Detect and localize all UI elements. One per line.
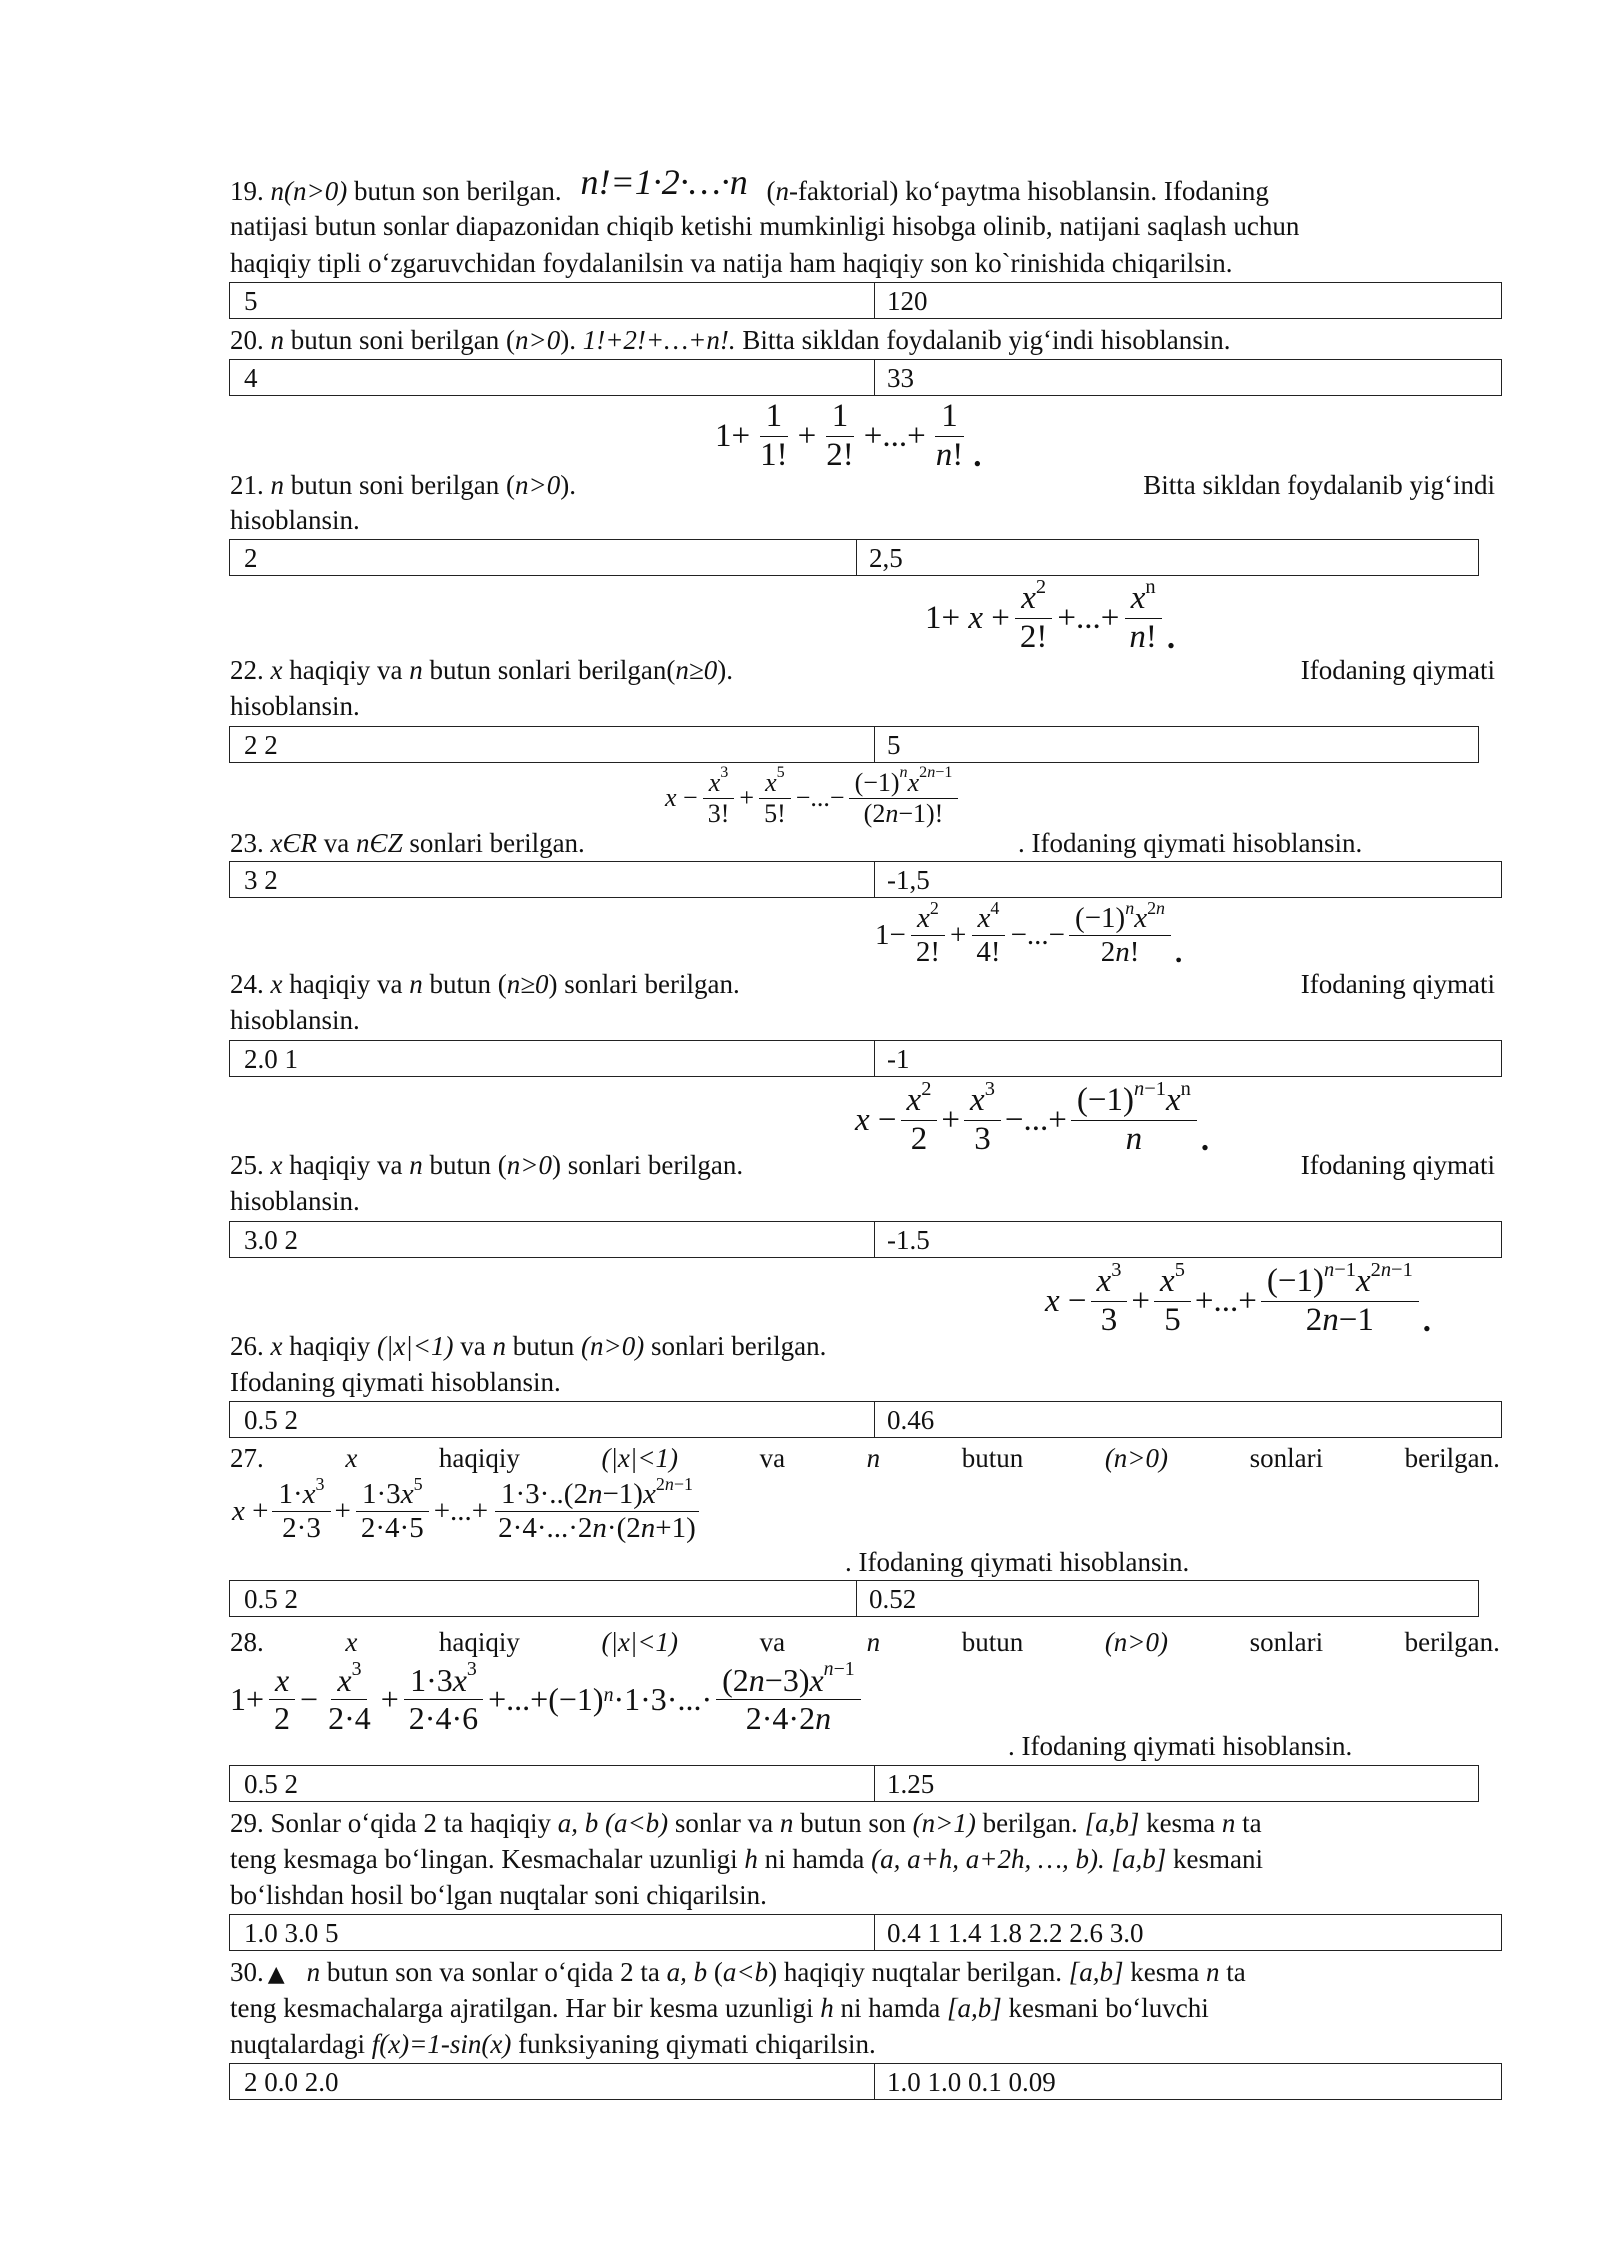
problem-22-line-2: hisoblansin. — [230, 691, 360, 721]
output-cell: -1.5 — [887, 1225, 930, 1255]
problem-21-line-2: hisoblansin. — [230, 505, 360, 535]
text: teng kesmaga bo‘lingan. Kesmachalar uzunligi — [230, 1844, 745, 1874]
vars: a, b — [666, 1957, 708, 1987]
var: n — [409, 1150, 423, 1180]
text: haqiqiy va — [282, 655, 410, 685]
problem-26-line-2: Ifodaning qiymati hisoblansin. — [230, 1367, 561, 1397]
text: ta — [1219, 1957, 1246, 1987]
formula-25: x − $\frac{x^2}{2}$ + $\frac{x^3}{3}$ −...+ $\frac{(-1)^{n-1}x^n}{n}$ . — [855, 1078, 1210, 1158]
condition: n≥0 — [506, 969, 549, 999]
var: n — [409, 969, 423, 999]
var: x — [345, 1627, 358, 1657]
problem-20-line-1 — [230, 322, 1500, 358]
formula-26: x − $\frac{x^3}{3}$ + $\frac{x^5}{5}$ +...+ $\frac{(-1)^{n-1}x^{2n-1}}{2n-1}$ . — [1045, 1259, 1432, 1339]
word: butun — [961, 1443, 1024, 1473]
input-cell: 3.0 2 — [230, 1222, 875, 1257]
problem-29-line-2 — [230, 1841, 1500, 1877]
condition: n>0 — [514, 325, 561, 355]
text: va — [453, 1331, 493, 1361]
output-cell: 120 — [887, 286, 928, 316]
text: butun soni berilgan ( — [284, 470, 515, 500]
output-cell: 0.46 — [887, 1405, 935, 1435]
problem-number: 30. — [230, 1957, 264, 1987]
problem-27-after: . Ifodaning qiymati hisoblansin. — [845, 1547, 1190, 1577]
text: butun ( — [422, 969, 507, 999]
input-cell: 3 2 — [230, 862, 875, 897]
word: haqiqiy — [438, 1443, 520, 1473]
problem-30-line-2 — [230, 1990, 1500, 2026]
condition: (n>0) — [1104, 1443, 1169, 1473]
condition: n(n>0) — [270, 176, 348, 206]
output-cell: 0.52 — [869, 1584, 917, 1614]
condition: xЄR — [270, 828, 318, 858]
output-cell: -1,5 — [887, 865, 930, 895]
problem-number: 25. — [230, 1150, 271, 1180]
input-cell: 0.5 2 — [230, 1581, 857, 1616]
text: ). — [560, 325, 583, 355]
problem-27-line-1 — [230, 1440, 1500, 1476]
text: butun — [506, 1331, 582, 1361]
var: n — [1221, 1808, 1236, 1838]
problem-19-line-2: natijasi butun sonlar diapazonidan chiqib ketishi mumkinligi hisobga olinib, natijani saqlash uchun — [230, 211, 1300, 241]
text: butun son berilgan. — [347, 176, 569, 206]
io-table-29 — [229, 1914, 1502, 1951]
problem-28-line-1 — [230, 1624, 1500, 1660]
formula-24: 1− $\frac{x^2}{2!}$ + $\frac{x^4}{4!}$ −...− $\frac{(-1)^nx^{2n}}{2n!}$ . — [875, 898, 1183, 969]
io-table-28 — [229, 1765, 1479, 1802]
condition: a<b — [722, 1957, 769, 1987]
input-cell: 0.5 2 — [230, 1402, 875, 1437]
text: ). — [560, 470, 576, 500]
problem-22-after: Ifodaning qiymati — [1300, 655, 1495, 685]
var: h — [820, 1993, 834, 2023]
formula-23: x − $\frac{x^3}{3!}$ + $\frac{x^5}{5!}$ −...− $\frac{(-1)^nx^{2n-1}}{(2n-1)!}$ — [665, 768, 962, 829]
io-table-26 — [229, 1401, 1502, 1438]
text: ) haqiqiy nuqtalar berilgan. — [768, 1957, 1069, 1987]
text: kesma — [1123, 1957, 1207, 1987]
text: Ifodaning qiymati hisoblansin. — [1021, 1731, 1353, 1761]
problem-number: 21. — [230, 470, 271, 500]
problem-28-after: . Ifodaning qiymati hisoblansin. — [1008, 1731, 1353, 1761]
var: x — [270, 1331, 283, 1361]
word: sonlari — [1249, 1443, 1324, 1473]
formula-22: 1+ x + $\frac{x^2}{2!}$ +...+ $\frac{x^n}{n!}$ . — [925, 576, 1176, 656]
problem-number: 19. — [230, 176, 271, 206]
input-cell: 2 0.0 2.0 — [230, 2064, 875, 2099]
var: n — [270, 325, 284, 355]
word: va — [759, 1627, 786, 1657]
output-cell: 5 — [887, 730, 901, 760]
problem-number: 28. — [230, 1627, 264, 1657]
io-table-30 — [229, 2063, 1502, 2100]
points: (a, a+h, a+2h, …, b). [a,b] — [871, 1844, 1167, 1874]
text: kesma — [1139, 1808, 1222, 1838]
problem-26-line-1 — [230, 1328, 1500, 1364]
text: nuqtalardagi — [230, 2029, 372, 2059]
condition: n>0 — [514, 470, 561, 500]
problem-number: 24. — [230, 969, 271, 999]
text: -faktorial) ko‘paytma hisoblansin. Ifodaning — [788, 176, 1269, 206]
formula-21: 1+ $\frac{1}{1!}$ + $\frac{1}{2!}$ +...+ $\frac{1}{n!}$ . — [715, 398, 982, 474]
input-cell: 4 — [230, 360, 875, 395]
io-table-24 — [229, 1040, 1502, 1077]
formula-28: 1+ $\frac{x}{2}$ − $\frac{x^3}{2\cdot 4}$ + $\frac{1\cdot 3x^3}{2\cdot 4\cdot 6}$ +...+(−1) $^n$ ·1·3·...· $\frac{(2n-3)x^{n-1}}{2\cdot 4\cdot 2n}$ — [230, 1662, 865, 1737]
var: n — [306, 1957, 321, 1987]
problem-24-line-2: hisoblansin. — [230, 1005, 360, 1035]
word: berilgan. — [1404, 1627, 1500, 1657]
var: n — [409, 655, 423, 685]
io-table-22 — [229, 726, 1479, 763]
var: x — [270, 655, 283, 685]
input-cell: 0.5 2 — [230, 1766, 875, 1801]
text: ni hamda — [757, 1844, 872, 1874]
problem-25-after: Ifodaning qiymati — [1300, 1150, 1495, 1180]
var: n — [866, 1443, 881, 1473]
interval: [a,b] — [1068, 1957, 1124, 1987]
io-table-19 — [229, 282, 1502, 319]
problem-19-line-1 — [230, 162, 1500, 209]
problem-21-after: Bitta sikldan foydalanib yig‘indi — [1143, 470, 1495, 500]
interval: [a,b] — [1084, 1808, 1140, 1838]
text: kesmani bo‘luvchi — [1001, 1993, 1209, 2023]
vars: a, b (a<b) — [557, 1808, 669, 1838]
condition: n≥0 — [675, 655, 718, 685]
function: f(x)=1-sin(x) — [371, 2029, 512, 2059]
var: n — [866, 1627, 881, 1657]
var: n — [492, 1331, 506, 1361]
problem-29-line-1 — [230, 1805, 1500, 1841]
text: Bitta sikldan foydalanib yig‘indi hisoblansin. — [735, 325, 1231, 355]
text: ( — [707, 1957, 723, 1987]
condition: (n>1) — [912, 1808, 976, 1838]
triangle-icon: ▲ — [267, 1962, 285, 1987]
word: butun — [961, 1627, 1024, 1657]
text: butun soni berilgan ( — [284, 325, 515, 355]
word: va — [759, 1443, 786, 1473]
input-cell: 2 — [230, 540, 857, 575]
input-cell: 1.0 3.0 5 — [230, 1915, 875, 1950]
text: haqiqiy va — [282, 969, 410, 999]
io-table-27 — [229, 1580, 1479, 1617]
output-cell: -1 — [887, 1044, 910, 1074]
word: sonlari — [1249, 1627, 1324, 1657]
problem-number: 26. — [230, 1331, 271, 1361]
io-table-20 — [229, 359, 1502, 396]
var: x — [270, 1150, 283, 1180]
problem-25-line-2: hisoblansin. — [230, 1186, 360, 1216]
text: Ifodaning qiymati hisoblansin. — [858, 1547, 1190, 1577]
var: n — [270, 470, 284, 500]
condition: (n>0) — [581, 1331, 645, 1361]
text: butun sonlari berilgan( — [422, 655, 676, 685]
text: teng kesmachalarga ajratilgan. Har bir kesma uzunligi — [230, 1993, 821, 2023]
text: berilgan. — [975, 1808, 1085, 1838]
text: ). — [717, 655, 733, 685]
input-cell: 5 — [230, 283, 875, 318]
text: funksiyaning qiymati chiqarilsin. — [511, 2029, 876, 2059]
text: kesmani — [1166, 1844, 1264, 1874]
output-cell: 0.4 1 1.4 1.8 2.2 2.6 3.0 — [887, 1918, 1144, 1948]
problem-number: 22. — [230, 655, 271, 685]
text: butun son va sonlar o‘qida 2 ta — [320, 1957, 667, 1987]
word: berilgan. — [1404, 1443, 1500, 1473]
problem-30-line-3 — [230, 2026, 1500, 2062]
text: sonlari berilgan. — [402, 828, 585, 858]
text: ( — [759, 176, 776, 206]
text: ) sonlari berilgan. — [548, 969, 740, 999]
text: butun ( — [422, 1150, 507, 1180]
factorial-formula: n!=1·2·…·n — [580, 162, 748, 202]
output-cell: 1.0 1.0 0.1 0.09 — [887, 2067, 1056, 2097]
problem-number: 23. — [230, 828, 271, 858]
output-cell: 1.25 — [887, 1769, 935, 1799]
text: va — [317, 828, 357, 858]
text: haqiqiy va — [282, 1150, 410, 1180]
problem-30-line-1 — [230, 1954, 1500, 1993]
text: 29. Sonlar o‘qida 2 ta haqiqiy — [230, 1808, 558, 1838]
var: x — [345, 1443, 358, 1473]
problem-24-after: Ifodaning qiymati — [1300, 969, 1495, 999]
output-cell: 2,5 — [869, 543, 903, 573]
sum-expression: 1!+2!+…+n!. — [582, 325, 736, 355]
output-cell: 33 — [887, 363, 914, 393]
text: butun son — [793, 1808, 913, 1838]
condition: (|x|<1) — [601, 1627, 678, 1657]
condition: (|x|<1) — [376, 1331, 454, 1361]
text: ni hamda — [833, 1993, 948, 2023]
interval: [a,b] — [947, 1993, 1002, 2023]
var: n — [1206, 1957, 1220, 1987]
text: sonlar va — [668, 1808, 780, 1838]
var: n — [775, 176, 789, 206]
io-table-21 — [229, 539, 1479, 576]
word: haqiqiy — [438, 1627, 520, 1657]
condition: (|x|<1) — [601, 1443, 678, 1473]
formula-27: x + $\frac{1\cdot x^3}{2\cdot 3}$ + $\frac{1\cdot 3x^5}{2\cdot 4\cdot 5}$ +...+ $\frac{1\cdot 3\cdot..(2n-1)x^{2n-1}}{2\cdot 4\cdot...\cdot 2n\cdot(2n+1)}$ — [232, 1478, 706, 1546]
condition: (n>0) — [1104, 1627, 1169, 1657]
input-cell: 2.0 1 — [230, 1041, 875, 1076]
text: haqiqiy — [282, 1331, 377, 1361]
text: ta — [1235, 1808, 1262, 1838]
var: h — [744, 1844, 758, 1874]
io-table-25 — [229, 1221, 1502, 1258]
problem-29-line-3: bo‘lishdan hosil bo‘lgan nuqtalar soni chiqarilsin. — [230, 1880, 767, 1910]
condition: nЄZ — [356, 828, 403, 858]
var: x — [270, 969, 283, 999]
text: ) sonlari berilgan. — [551, 1150, 744, 1180]
text: Ifodaning qiymati hisoblansin. — [1031, 828, 1363, 858]
problem-19-line-3: haqiqiy tipli o‘zgaruvchidan foydalanilsin va natija ham haqiqiy son ko`rinishida chiqarilsin. — [230, 248, 1233, 278]
var: n — [779, 1808, 794, 1838]
condition: n>0 — [506, 1150, 552, 1180]
text: sonlari berilgan. — [644, 1331, 827, 1361]
problem-23-after: . Ifodaning qiymati hisoblansin. — [1018, 828, 1363, 858]
input-cell: 2 2 — [230, 727, 875, 762]
io-table-23 — [229, 861, 1502, 898]
problem-number: 20. — [230, 325, 271, 355]
problem-number: 27. — [230, 1443, 264, 1473]
